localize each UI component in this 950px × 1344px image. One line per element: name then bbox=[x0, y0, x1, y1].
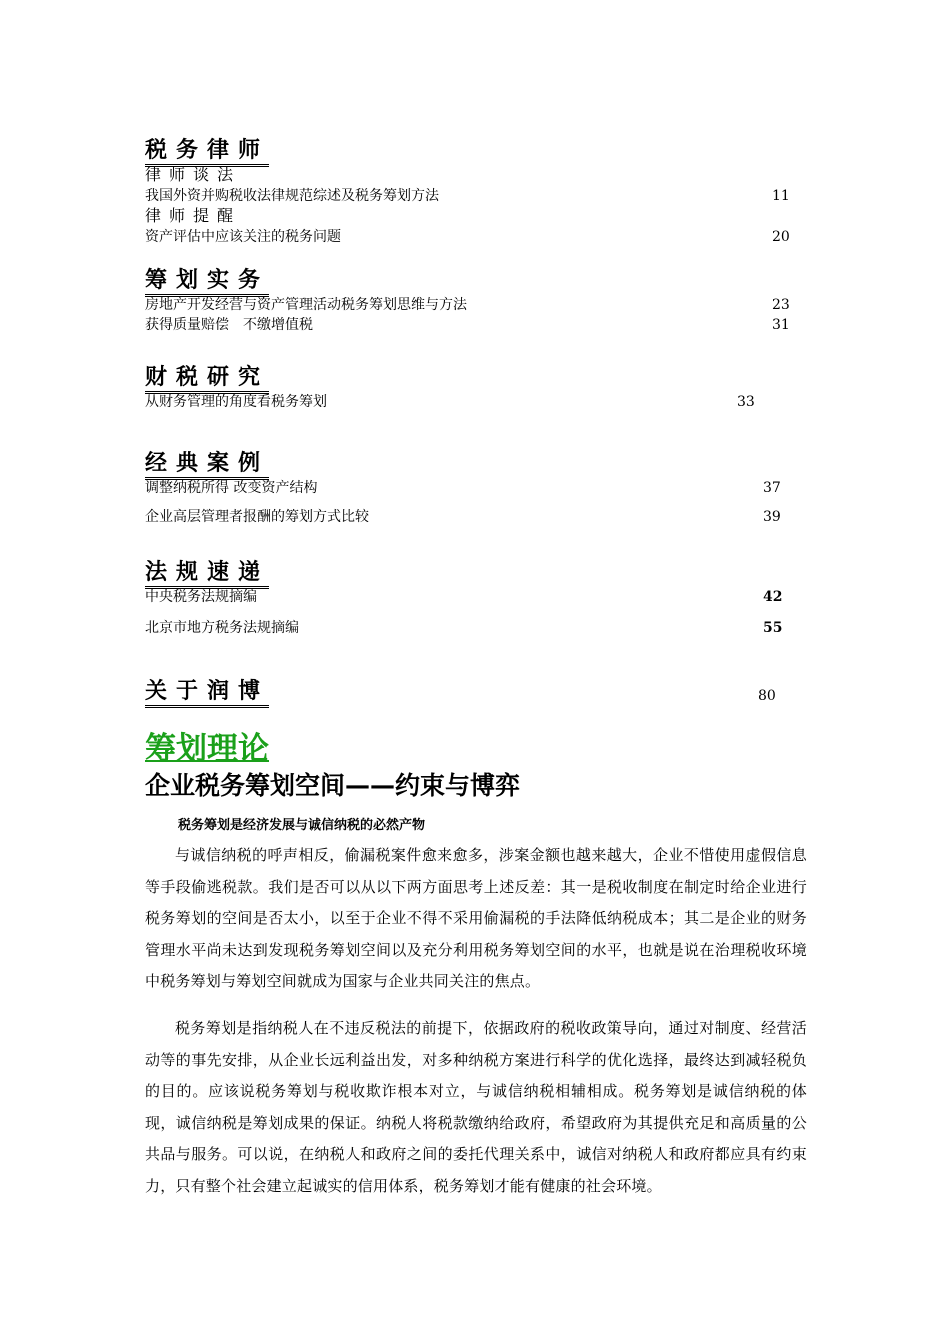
toc-item-page: 80 bbox=[758, 688, 776, 704]
toc-item-title[interactable]: 资产评估中应该关注的税务问题 bbox=[145, 229, 341, 245]
subsection-lawyer-reminder: 律师提醒 bbox=[145, 206, 242, 225]
section-heading-about-runbo: 关于润博 bbox=[145, 680, 269, 708]
article-lead: 税务筹划是经济发展与诚信纳税的必然产物 bbox=[178, 818, 426, 833]
section-heading-tax-research: 财税研究 bbox=[145, 366, 269, 394]
subsection-lawyer-talk: 律师谈法 bbox=[145, 165, 242, 184]
toc-item-title[interactable]: 我国外资并购税收法律规范综述及税务筹划方法 bbox=[145, 188, 439, 204]
toc-item-page: 55 bbox=[763, 620, 783, 636]
toc-item-title[interactable]: 中央税务法规摘编 bbox=[145, 589, 257, 605]
toc-item-page: 23 bbox=[772, 297, 790, 313]
toc-item-title[interactable]: 北京市地方税务法规摘编 bbox=[145, 620, 299, 636]
toc-item-page: 31 bbox=[772, 317, 790, 333]
toc-item-title[interactable]: 调整纳税所得 改变资产结构 bbox=[145, 480, 318, 496]
section-heading-classic-cases: 经典案例 bbox=[145, 452, 269, 480]
section-heading-tax-lawyer: 税务律师 bbox=[145, 139, 269, 167]
toc-item-title[interactable]: 获得质量赔偿 不缴增值税 bbox=[145, 317, 313, 333]
article-paragraph: 税务筹划是指纳税人在不违反税法的前提下，依据政府的税收政策导向，通过对制度、经营活动等的事先安排，从企业长远利益出发，对多种纳税方案进行科学的优化选择，最终达到减轻税负的目的。应该说税务筹划与税收欺诈根本对立，与诚信纳税相辅相成。税务筹划是诚信纳税的体现，诚信纳税是筹划成果的保证。纳税人将税款缴纳给政府，希望政府为其提供充足和高质量的公共品与服务。可以说，在纳税人和政府之间的委托代理关系中，诚信对纳税人和政府都应具有约束力，只有整个社会建立起诚实的信用体系，税务筹划才能有健康的社会环境。 bbox=[145, 1019, 807, 1195]
toc-item-page: 11 bbox=[772, 188, 790, 204]
column-heading: 筹划理论 bbox=[145, 731, 269, 767]
toc-item-title[interactable]: 企业高层管理者报酬的筹划方式比较 bbox=[145, 509, 369, 525]
toc-item-page: 39 bbox=[763, 509, 781, 525]
toc-item-page: 20 bbox=[772, 229, 790, 245]
toc-item-page: 37 bbox=[763, 480, 781, 496]
article-paragraph: 与诚信纳税的呼声相反，偷漏税案件愈来愈多，涉案金额也越来越大，企业不惜使用虚假信息等手段偷逃税款。我们是否可以从以下两方面思考上述反差：其一是税收制度在制定时给企业进行税务筹划的空间是否太小，以至于企业不得不采用偷漏税的手法降低纳税成本；其二是企业的财务管理水平尚未达到发现税务筹划空间以及充分利用税务筹划空间的水平，也就是说在治理税收环境中税务筹划与筹划空间就成为国家与企业共同关注的焦点。 bbox=[145, 846, 807, 990]
toc-item-title[interactable]: 从财务管理的角度看税务筹划 bbox=[145, 394, 327, 410]
toc-item-page: 42 bbox=[763, 589, 783, 605]
toc-item-title[interactable]: 房地产开发经营与资产管理活动税务筹划思维与方法 bbox=[145, 297, 467, 313]
article-title: 企业税务筹划空间——约束与博弈 bbox=[145, 771, 521, 800]
toc-item-page: 33 bbox=[737, 394, 755, 410]
section-heading-regulations: 法规速递 bbox=[145, 561, 269, 589]
section-heading-planning-practice: 筹划实务 bbox=[145, 269, 269, 297]
